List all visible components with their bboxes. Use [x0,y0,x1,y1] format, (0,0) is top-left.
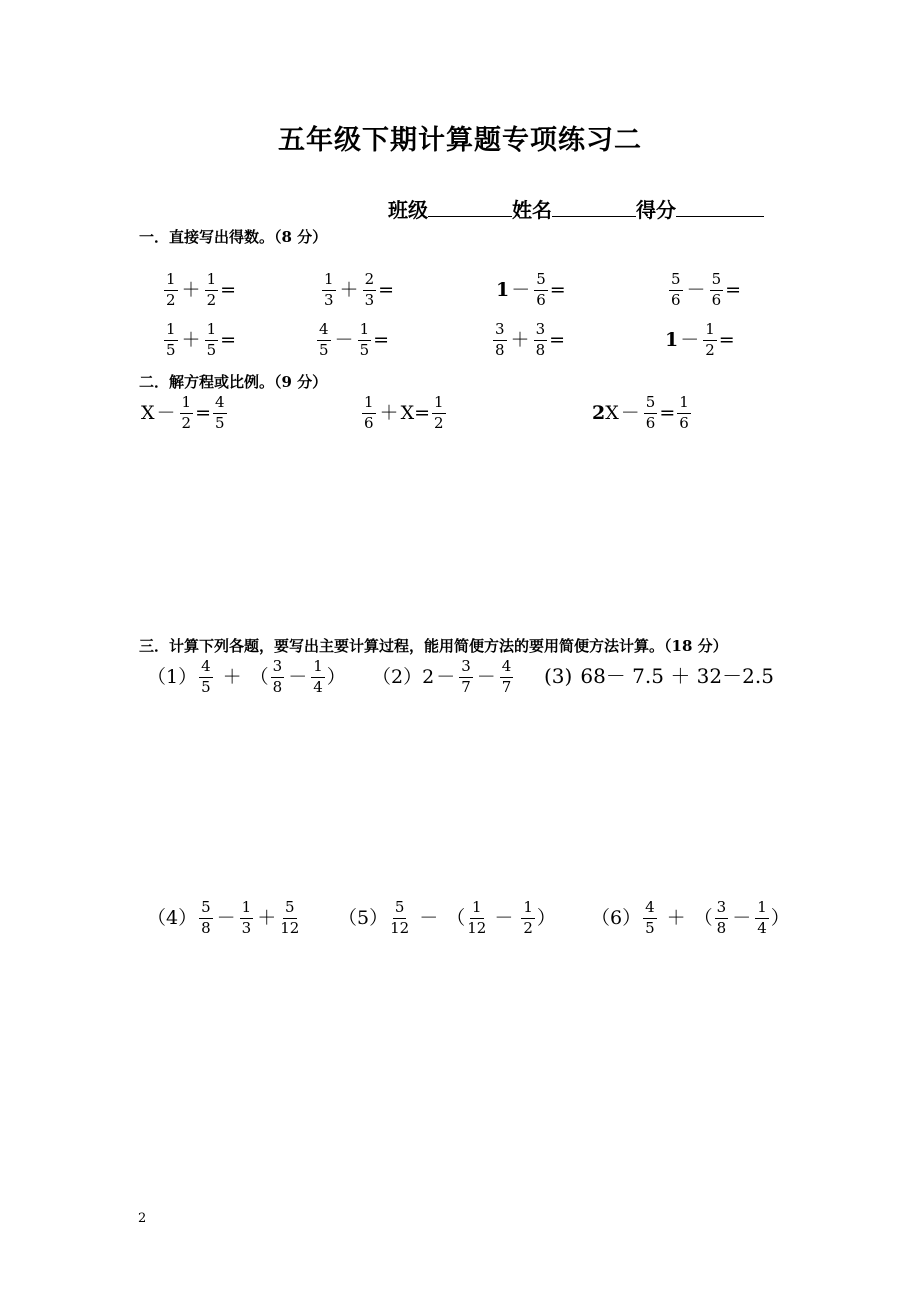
section-3-heading: 三．计算下列各题，要写出主要计算过程，能用简便方法的要用简便方法计算。（18 分） [139,637,728,655]
numerator: 1 [311,659,325,678]
section-2-heading: 二．解方程或比例。（9 分） [139,373,328,391]
problem-1-1: $\frac{1}{2}$ ＋ $\frac{1}{2}$ = [166,270,237,309]
denominator: 6 [711,290,722,309]
fraction [432,395,446,432]
problem-1-7: $\frac{3}{8}$ ＋ $\frac{3}{8}$ = [495,320,566,359]
denominator: 7 [501,677,512,696]
denominator: 8 [495,340,505,359]
problem-3-5: （5） $\frac{5}{12}$ － （ $\frac{1}{12}$ － $\frac{1}{2}$ ） [338,898,556,937]
problem-1-5: $\frac{1}{5}$ ＋ $\frac{1}{5}$ = [166,320,237,359]
fraction [358,322,372,359]
fraction [534,322,548,359]
problem-3-1: （1） $\frac{4}{5}$ ＋ （ $\frac{3}{8}$ － $\frac{1}{4}$ ） [147,657,346,696]
problem-3-6: （6） $\frac{4}{5}$ ＋ （ $\frac{3}{8}$ － $\frac{1}{4}$ ） [591,898,790,937]
fraction [164,322,178,359]
denominator: 5 [645,918,655,937]
name-label: 姓名 [512,198,552,222]
denominator: 5 [359,340,370,359]
fraction [644,395,658,432]
fraction [669,272,683,309]
fraction [213,395,227,432]
numerator: 1 [164,272,178,291]
denominator: 2 [166,290,176,309]
denominator: 5 [166,340,176,359]
numerator: 5 [534,272,548,291]
fraction [677,395,691,432]
fraction [467,900,486,937]
numerator: 1 [470,900,484,919]
fraction [521,900,535,937]
fraction [199,900,213,937]
denominator: 2 [523,918,533,937]
numerator: 1 [205,322,219,341]
denominator: 6 [536,290,546,309]
equation-3: 2 X － $\frac{5}{6}$ = $\frac{1}{6}$ [592,393,689,432]
denominator: 6 [364,413,374,432]
denominator: 5 [215,413,225,432]
denominator: 2 [705,340,715,359]
fraction [390,900,409,937]
denominator: 3 [324,290,334,309]
denominator: 4 [757,918,767,937]
student-info-line [388,194,764,223]
fraction [362,395,376,432]
score-label: 得分 [636,198,676,222]
fraction [205,272,219,309]
fraction [710,272,724,309]
numerator: 3 [493,322,507,341]
numerator: 3 [715,900,729,919]
numerator: 4 [500,659,514,678]
fraction [322,272,336,309]
fraction [363,272,377,309]
numerator: 5 [393,900,407,919]
denominator: 6 [679,413,689,432]
equation-2: $\frac{1}{6}$ ＋ X = $\frac{1}{2}$ [364,393,444,432]
problem-1-8: 1 － $\frac{1}{2}$ = [665,320,735,359]
problem-3-3: (3) 68－ 7.5 ＋ 32－2.5 [544,664,774,688]
fraction [534,272,548,309]
numerator: 5 [644,395,658,414]
numerator: 5 [710,272,724,291]
fraction [271,659,285,696]
denominator: 5 [206,340,217,359]
numerator: 1 [180,395,194,414]
numerator: 1 [164,322,178,341]
fraction [493,322,507,359]
numerator: 5 [199,900,213,919]
problem-1-2: $\frac{1}{3}$ ＋ $\frac{2}{3}$ = [324,270,395,309]
numerator: 3 [534,322,548,341]
denominator: 2 [181,413,192,432]
fraction [715,900,729,937]
numerator: 4 [213,395,227,414]
fraction [755,900,769,937]
numerator: 4 [643,900,657,919]
denominator: 6 [645,413,656,432]
numerator: 1 [755,900,769,919]
numerator: 1 [358,322,372,341]
name-blank[interactable] [552,194,636,217]
numerator: 1 [432,395,446,414]
fraction [703,322,717,359]
denominator: 5 [201,677,211,696]
numerator: 1 [703,322,717,341]
fraction [240,900,254,937]
fraction [459,659,473,696]
numerator: 5 [283,900,297,919]
class-label: 班级 [388,198,428,222]
section-1-heading: 一．直接写出得数。（8 分） [139,228,328,246]
denominator: 12 [280,918,300,937]
fraction [317,322,331,359]
problem-1-3: 1 － $\frac{5}{6}$ = [496,270,566,309]
denominator: 12 [467,918,487,937]
page-number: 2 [138,1211,147,1226]
fraction [280,900,299,937]
numerator: 1 [322,272,336,291]
fraction [199,659,213,696]
numerator: 4 [199,659,213,678]
equation-1: X － $\frac{1}{2}$ = $\frac{4}{5}$ [141,393,225,432]
denominator: 3 [364,290,375,309]
numerator: 1 [677,395,691,414]
fraction [500,659,514,696]
denominator: 5 [319,340,329,359]
numerator: 5 [669,272,683,291]
fraction [643,900,657,937]
denominator: 2 [206,290,217,309]
numerator: 1 [205,272,219,291]
fraction [205,322,219,359]
denominator: 6 [671,290,681,309]
numerator: 3 [459,659,473,678]
problem-1-6: $\frac{4}{5}$ － $\frac{1}{5}$ = [319,320,390,359]
numerator: 2 [363,272,377,291]
denominator: 4 [313,677,323,696]
fraction [311,659,325,696]
denominator: 2 [434,413,444,432]
denominator: 3 [241,918,252,937]
denominator: 8 [716,918,727,937]
score-blank[interactable] [676,194,764,217]
numerator: 1 [240,900,254,919]
denominator: 7 [461,677,471,696]
denominator: 8 [201,918,211,937]
denominator: 8 [272,677,283,696]
numerator: 4 [317,322,331,341]
denominator: 8 [535,340,546,359]
fraction [164,272,178,309]
problem-3-2: （2） 2 － $\frac{3}{7}$ － $\frac{4}{7}$ [372,657,512,696]
problem-3-4: （4） $\frac{5}{8}$ － $\frac{1}{3}$ ＋ $\frac{5}{12}$ [147,898,300,937]
page-title: 五年级下期计算题专项练习二 [278,125,642,156]
fraction [180,395,194,432]
numerator: 1 [521,900,535,919]
problem-1-4: $\frac{5}{6}$ － $\frac{5}{6}$ = [671,270,742,309]
denominator: 12 [390,918,410,937]
numerator: 3 [271,659,285,678]
class-blank[interactable] [428,194,512,217]
numerator: 1 [362,395,376,414]
